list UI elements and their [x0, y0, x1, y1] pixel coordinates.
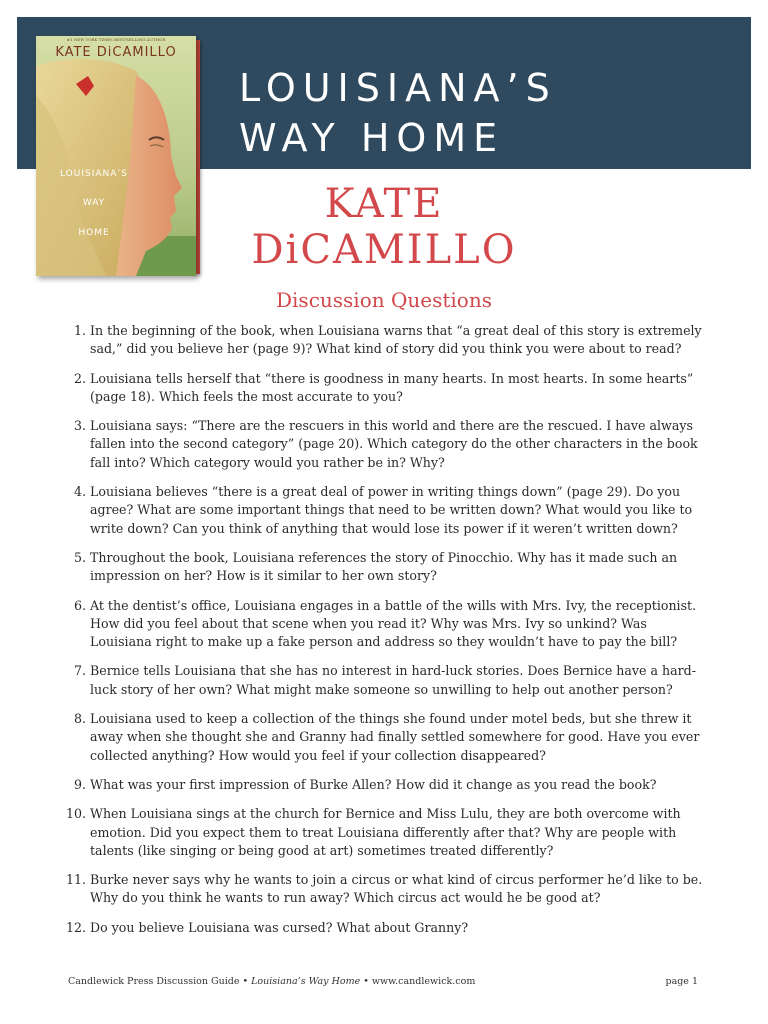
cover-title-line-2: WAY [82, 198, 106, 208]
question-number: 7. [73, 663, 86, 679]
question-item [62, 662, 710, 699]
question-text: Do you believe Louisiana was cursed? What about Granny? [90, 919, 469, 935]
question-text: What was your first impression of Burke Allen? How did it change as you read the book? [90, 776, 657, 792]
question-number: 3. [73, 418, 86, 434]
question-item [62, 805, 710, 860]
question-number: 2. [73, 370, 86, 386]
question-number: 11. [65, 872, 86, 888]
question-item [62, 417, 710, 472]
question-item [62, 776, 710, 794]
question-number: 5. [73, 549, 86, 565]
question-text: Louisiana believes “there is a great deal of power in writing things down” (page 29). Do you agree? What are some important things that need to be written down? What would you like to write down? Can you think of anything that would lose its power if it weren’t written down? [90, 484, 693, 536]
title-line-2: WAY HOME [239, 116, 505, 160]
footer-publisher: Candlewick Press Discussion Guide [68, 976, 240, 987]
footer [68, 976, 475, 987]
book-cover-image [36, 36, 196, 276]
cover-title-line-1: LOUISIANA’S [59, 169, 128, 179]
question-item [62, 483, 710, 538]
question-text: Burke never says why he wants to join a circus or what kind of circus performer he’d like to be. Why do you think he wants to run away? Which circus act would he be good at? [90, 872, 703, 906]
question-text: Bernice tells Louisiana that she has no interest in hard-luck stories. Does Bernice have a hard-luck story of her own? What might make someone so unwilling to help out another person? [90, 663, 696, 697]
question-item [62, 597, 710, 652]
question-text: In the beginning of the book, when Louisiana warns that “a great deal of this story is extremely sad,” did you believe her (page 9)? What kind of story did you think you were about to read? [90, 323, 702, 357]
question-item [62, 871, 710, 908]
title-line-1: LOUISIANA’S [239, 66, 557, 110]
cover-illustration [36, 36, 196, 276]
question-text: Louisiana used to keep a collection of the things she found under motel beds, but she threw it away when she thought she and Granny had finally settled somewhere for good. Have you ever collected anything? How would you feel if your collection disappeared? [90, 711, 700, 763]
question-number: 12. [65, 919, 86, 935]
question-text: At the dentist’s office, Louisiana engages in a battle of the wills with Mrs. Ivy, the receptionist. How did you feel about that scene when you read it? Why was Mrs. Ivy so unkind? Was Louisiana right to make up a fake person and address so they wouldn’t have to pay the bill? [90, 597, 697, 650]
question-text: When Louisiana sings at the church for Bernice and Miss Lulu, they are both overcome with emotion. Did you expect them to treat Louisiana differently after that? Why are people with talents (like singing or being good at art) sometimes treated differently? [90, 806, 681, 858]
page-number: page 1 [665, 976, 698, 987]
question-number: 8. [73, 711, 86, 727]
footer-separator: • [242, 976, 249, 987]
question-number: 4. [73, 484, 86, 500]
question-item [62, 710, 710, 765]
question-item [62, 370, 710, 407]
footer-separator: • [363, 976, 369, 987]
cover-author: KATE DiCAMILLO [55, 45, 177, 60]
question-number: 10. [65, 806, 86, 822]
question-item [62, 919, 710, 937]
cover-title-line-3: HOME [78, 228, 110, 238]
question-list [62, 322, 710, 948]
cover-tagline: #1 NEW YORK TIMES BEST-SELLING AUTHOR [66, 37, 166, 42]
question-number: 9. [73, 776, 86, 792]
author-last-name: DiCAMILLO [251, 227, 517, 273]
question-text: Throughout the book, Louisiana references the story of Pinocchio. Why has it made such an impression on her? How is it similar to her own story? [90, 549, 678, 584]
question-number: 1. [73, 323, 86, 338]
footer-website-link[interactable]: www.candlewick.com [371, 976, 476, 987]
question-text: Louisiana says: “There are the rescuers in this world and there are the rescued. I have always fallen into the second category” (page 20). Which category do the other characters in the book fall into? Which category would you rather be in? Why? [90, 418, 698, 470]
question-item [62, 549, 710, 586]
section-heading: Discussion Questions [276, 288, 492, 312]
question-number: 6. [73, 597, 86, 613]
author-first-name: KATE [324, 181, 444, 227]
footer-book-title: Louisiana’s Way Home [251, 976, 361, 987]
question-item [62, 322, 710, 359]
question-text: Louisiana tells herself that “there is goodness in many hearts. In most hearts. In some hearts” (page 18). Which feels the most accurate to you? [90, 370, 694, 404]
